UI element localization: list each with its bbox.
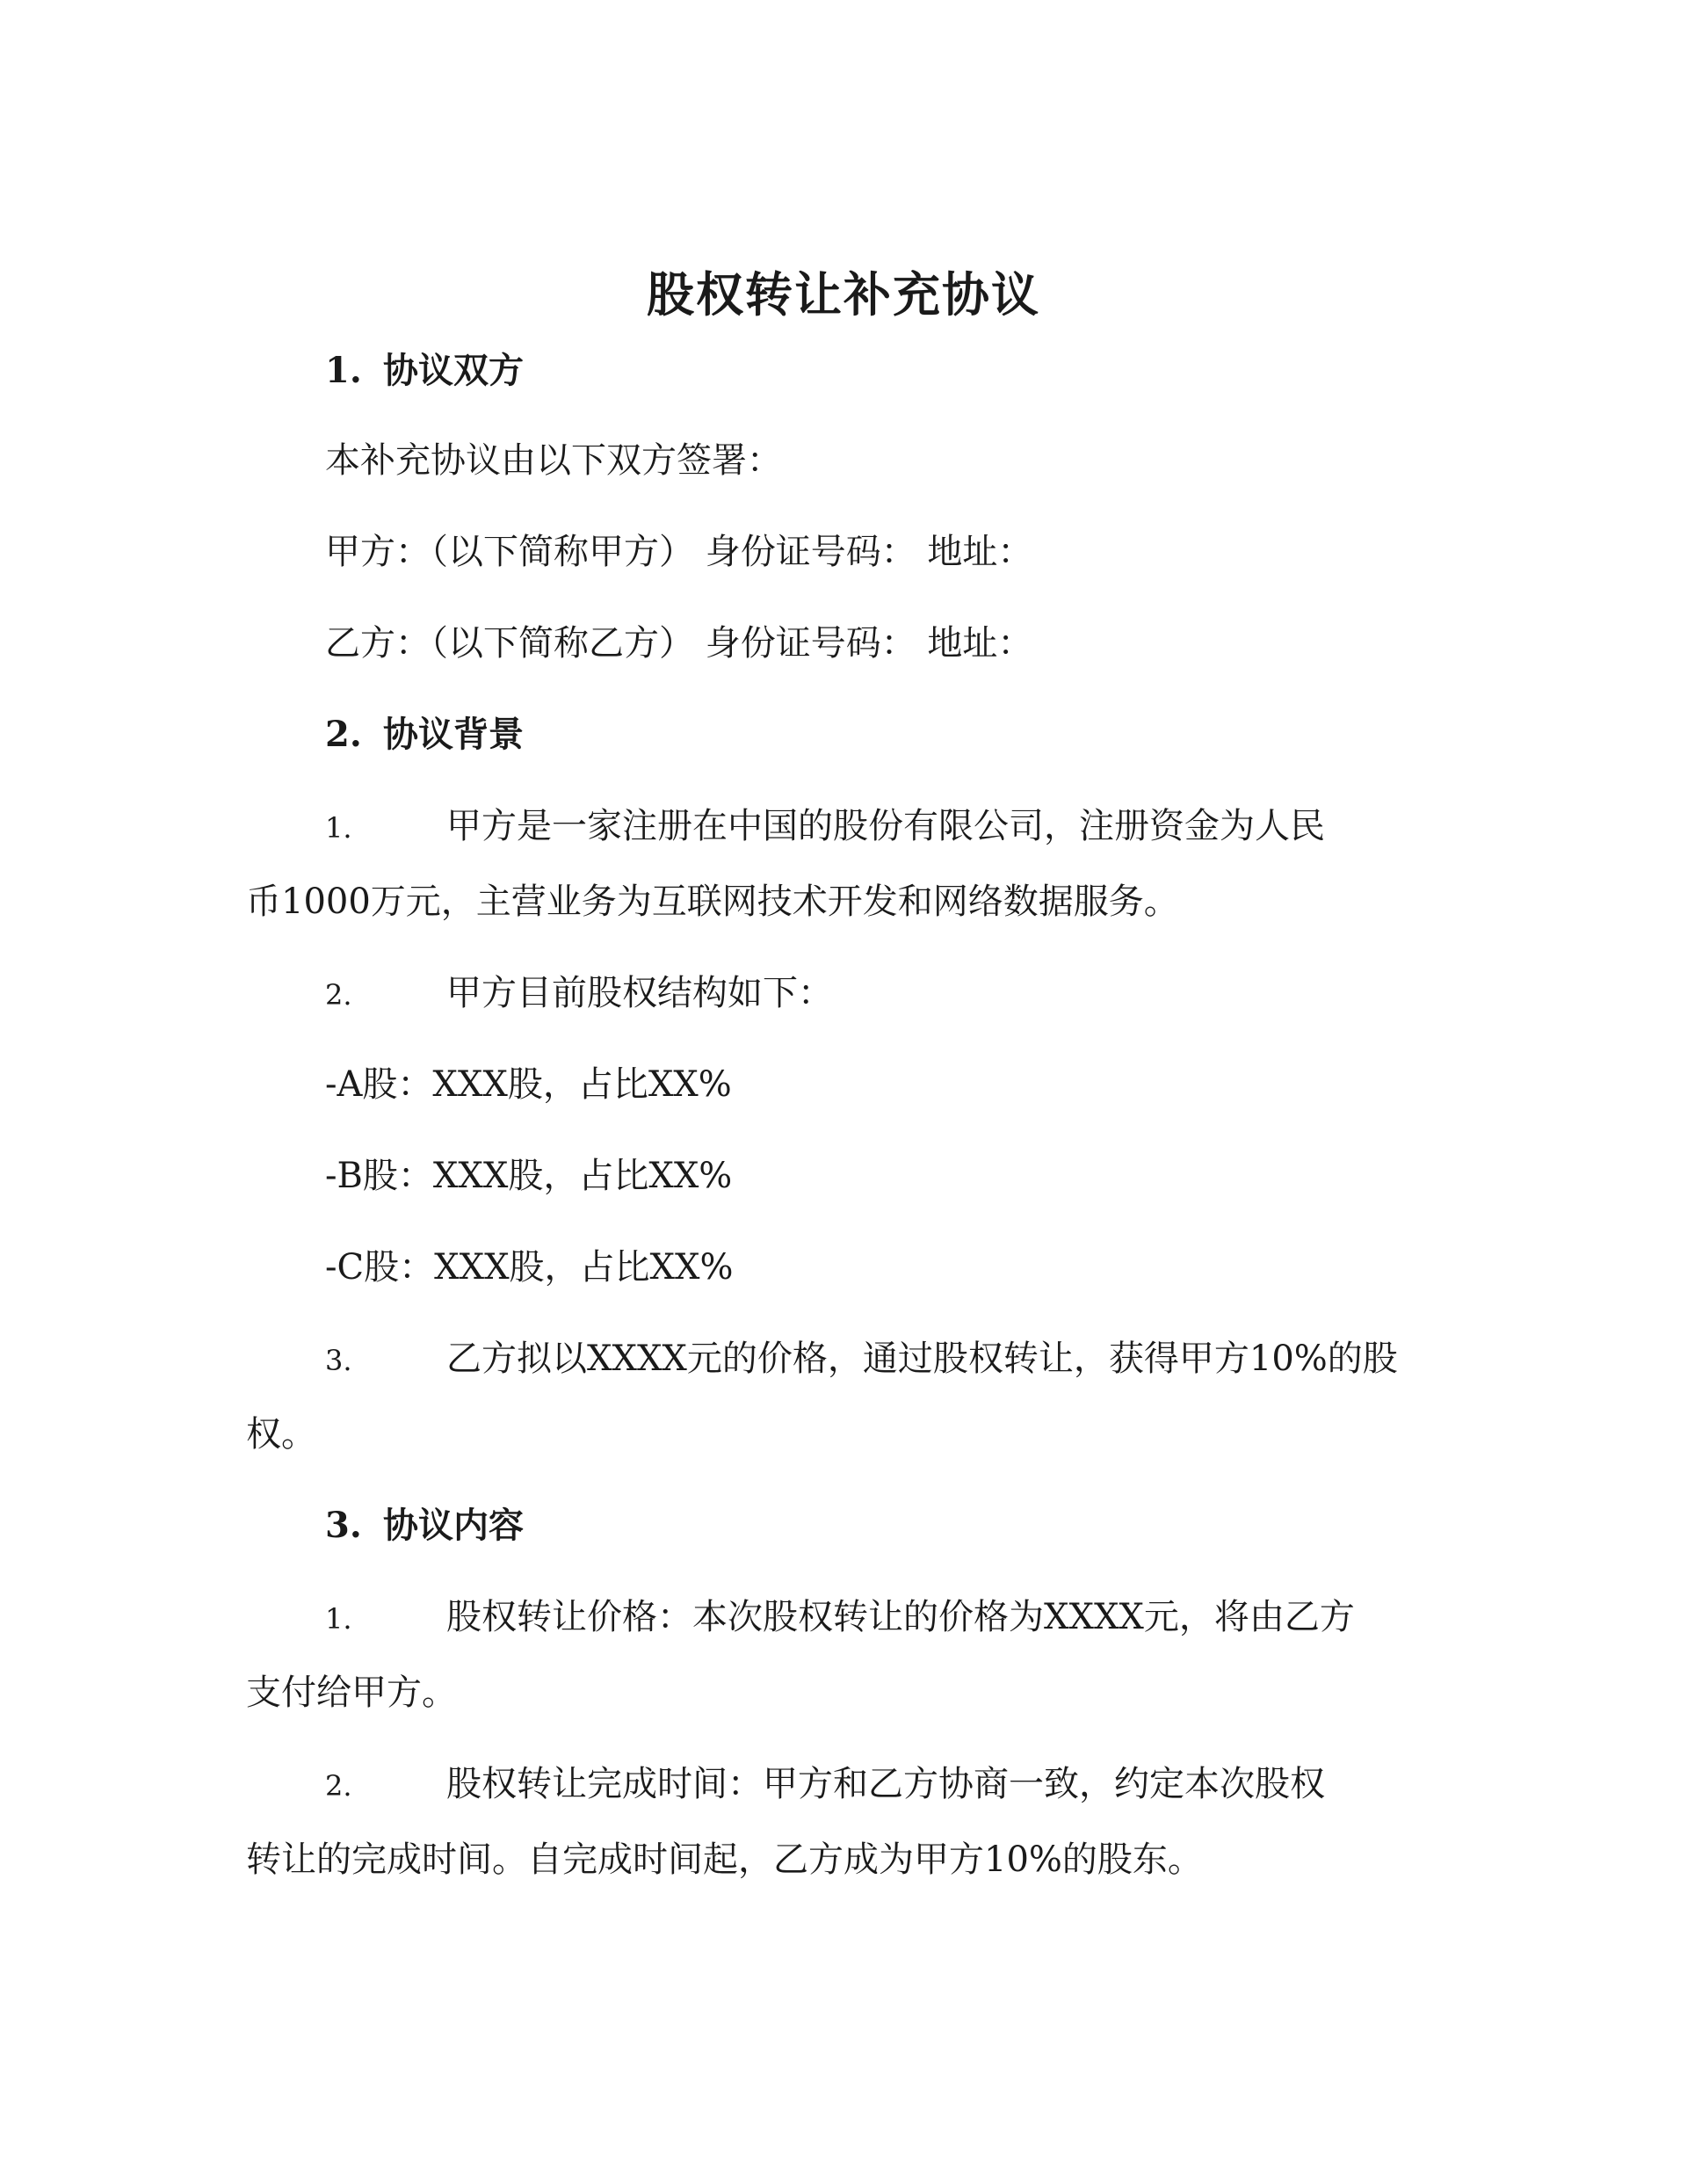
background-item-3-cont: 权。: [246, 1414, 316, 1455]
item-number: 1.: [325, 1602, 352, 1636]
background-item-1-cont: 币1000万元，主营业务为互联网技术开发和网络数据服务。: [246, 882, 1179, 922]
background-item-2: [325, 970, 833, 1018]
background-item-3: [325, 1336, 1398, 1383]
item-number: 1.: [325, 811, 352, 845]
section-title: 协议内容: [383, 1505, 524, 1546]
section-number: 1.: [325, 350, 362, 391]
item-text: 乙方拟以XXXX元的价格，通过股权转让，获得甲方10%的股: [446, 1339, 1398, 1379]
content-item-1: [325, 1594, 1355, 1642]
content-item-2: [325, 1761, 1325, 1809]
section-title: 协议背景: [383, 714, 524, 755]
item-text: 股权转让完成时间：甲方和乙方协商一致，约定本次股权: [446, 1764, 1325, 1804]
content-item-1-cont: 支付给甲方。: [246, 1672, 457, 1713]
share-class-a: -A股：XXX股，占比XX%: [325, 1064, 732, 1105]
section-heading-background: [325, 712, 524, 758]
section-heading-content: [325, 1503, 524, 1549]
section-heading-parties: [325, 348, 524, 394]
share-class-c: -C股：XXX股，占比XX%: [325, 1247, 734, 1288]
item-number: 2.: [325, 1769, 352, 1803]
item-number: 3.: [325, 1344, 352, 1377]
party-b-line: 乙方：（以下简称乙方） 身份证号码： 地址：: [325, 623, 1033, 664]
item-text: 甲方目前股权结构如下：: [446, 973, 833, 1013]
share-class-b: -B股：XXX股，占比XX%: [325, 1156, 733, 1196]
item-text: 甲方是一家注册在中国的股份有限公司，注册资金为人民: [446, 806, 1325, 846]
document-title: 股权转让补充协议: [647, 266, 1040, 323]
party-a-line: 甲方：（以下简称甲方） 身份证号码： 地址：: [325, 532, 1033, 572]
section-title: 协议双方: [383, 350, 524, 391]
parties-intro: 本补充协议由以下双方签署：: [325, 440, 782, 481]
item-number: 2.: [325, 978, 352, 1012]
content-item-2-cont: 转让的完成时间。自完成时间起，乙方成为甲方10%的股东。: [246, 1839, 1203, 1880]
background-item-1: [325, 803, 1325, 851]
section-number: 2.: [325, 714, 362, 755]
section-number: 3.: [325, 1505, 362, 1546]
item-text: 股权转让价格：本次股权转让的价格为XXXX元，将由乙方: [446, 1597, 1355, 1637]
